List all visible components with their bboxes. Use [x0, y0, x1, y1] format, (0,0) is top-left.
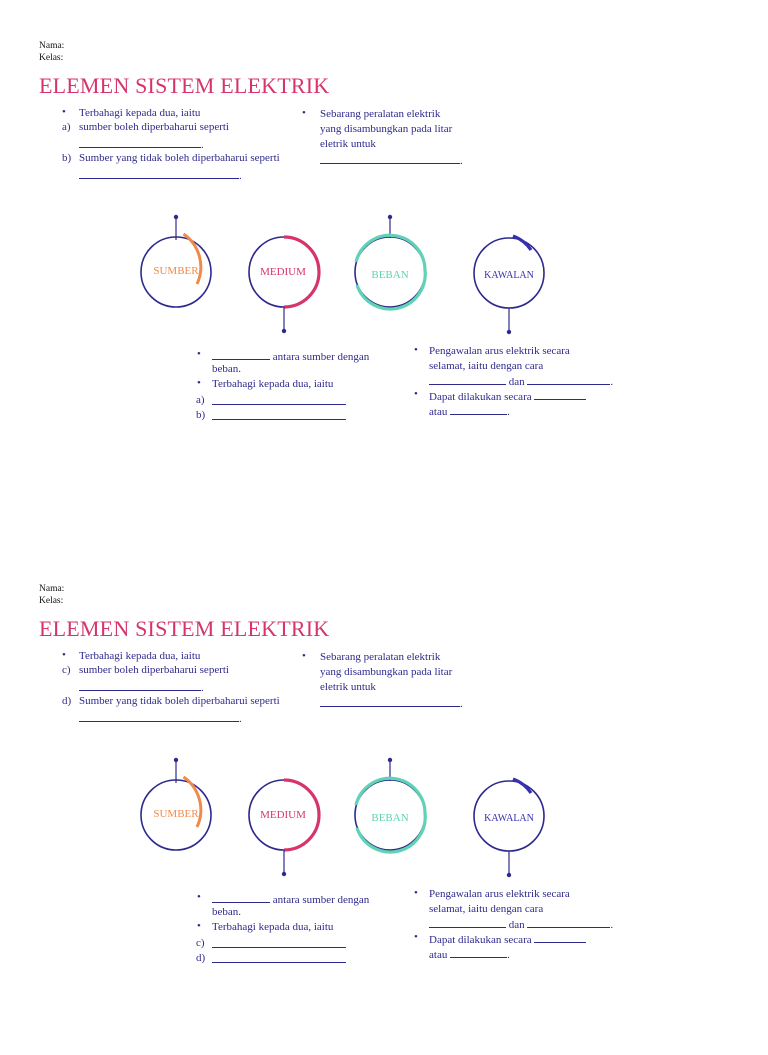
item-c-marker: c): [62, 664, 71, 676]
bullet-dot: •: [414, 388, 418, 400]
right-line-3: eletrik untuk: [320, 681, 376, 693]
kawalan-note-4: [429, 931, 586, 947]
worksheet-1: [0, 0, 768, 512]
medium-label: MEDIUM: [260, 809, 306, 821]
terminal-dot: [174, 758, 178, 762]
kawalan-end-2: .: [507, 949, 510, 961]
kawalan-note-4: [429, 388, 586, 404]
kawalan-end-2: .: [507, 406, 510, 418]
bullet-dot: •: [62, 649, 66, 661]
answer-blank[interactable]: [212, 393, 346, 405]
medium-note-2: beban.: [212, 363, 242, 375]
right-line-1: Sebarang peralatan elektrik: [320, 651, 441, 663]
right-end: .: [460, 155, 463, 167]
item-c-text: sumber boleh diperbaharui seperti: [79, 664, 229, 676]
medium-marker-2: d): [196, 952, 206, 964]
kawalan-note-5: [429, 946, 510, 962]
answer-blank[interactable]: [212, 891, 270, 903]
bullet-dot: •: [197, 348, 201, 360]
right-line-2: yang disambungkan pada litar: [320, 123, 453, 135]
kawalan-note-1: Pengawalan arus elektrik secara: [429, 345, 570, 357]
answer-blank[interactable]: [212, 408, 346, 420]
item-a-text: sumber boleh diperbaharui seperti: [79, 121, 229, 133]
terminal-dot: [282, 329, 286, 333]
medium-note-3: Terbahagi kepada dua, iaitu: [212, 378, 334, 390]
terminal-dot: [507, 330, 511, 334]
medium-marker-1: a): [196, 394, 205, 406]
bullet-dot: •: [302, 107, 306, 119]
answer-blank[interactable]: [212, 936, 346, 948]
right-line-3: eletrik untuk: [320, 138, 376, 150]
nama-label: Nama:: [39, 41, 65, 51]
page-title: ELEMEN SISTEM ELEKTRIK: [39, 616, 330, 641]
answer-blank[interactable]: [527, 373, 610, 385]
answer-blank[interactable]: [212, 348, 270, 360]
kawalan-note-3: [429, 373, 613, 389]
terminal-dot: [174, 215, 178, 219]
kawalan-end-1: .: [610, 376, 614, 388]
item-d-text: Sumber yang tidak boleh diperbaharui seperti: [79, 695, 280, 707]
answer-blank[interactable]: [534, 931, 586, 943]
bullet-dot: •: [302, 650, 306, 662]
dan-text: dan: [508, 919, 525, 931]
right-end: .: [460, 698, 463, 710]
worksheet-2: [0, 543, 768, 1055]
answer-blank[interactable]: [450, 946, 507, 958]
terminal-dot: [388, 215, 392, 219]
bullet-dot: •: [414, 931, 418, 943]
kawalan-note-4-text: Dapat dilakukan secara: [429, 934, 532, 946]
medium-note-1-text: antara sumber dengan: [272, 894, 370, 906]
medium-answer-1: [212, 393, 346, 409]
kawalan-note-3: [429, 916, 613, 932]
kawalan-label: KAWALAN: [484, 813, 534, 824]
item-d-marker: d): [62, 695, 72, 707]
kawalan-note-1: Pengawalan arus elektrik secara: [429, 888, 570, 900]
sumber-label: SUMBER: [153, 265, 199, 277]
answer-blank[interactable]: [212, 951, 346, 963]
kawalan-end-1: .: [610, 919, 614, 931]
beban-label: BEBAN: [371, 269, 409, 281]
kawalan-note-2: selamat, iaitu dengan cara: [429, 903, 544, 915]
item-a-end: .: [201, 139, 204, 151]
item-b-marker: b): [62, 152, 72, 164]
bullet-dot: •: [62, 106, 66, 118]
left-bullet-text: Terbahagi kepada dua, iaitu: [79, 650, 201, 662]
element-diagram: [0, 0, 768, 512]
medium-note-3: Terbahagi kepada dua, iaitu: [212, 921, 334, 933]
sumber-label: SUMBER: [153, 808, 199, 820]
kelas-label: Kelas:: [39, 596, 64, 606]
bullet-dot: •: [414, 344, 418, 356]
kawalan-label: KAWALAN: [484, 270, 534, 281]
terminal-dot: [388, 758, 392, 762]
kawalan-note-2: selamat, iaitu dengan cara: [429, 360, 544, 372]
medium-note-1-text: antara sumber dengan: [272, 351, 370, 363]
answer-blank[interactable]: [527, 916, 610, 928]
kawalan-note-4-text: Dapat dilakukan secara: [429, 391, 532, 403]
medium-marker-1: c): [196, 937, 205, 949]
answer-blank[interactable]: [429, 373, 506, 385]
answer-blank[interactable]: [534, 388, 586, 400]
element-diagram: [0, 543, 768, 1055]
item-b-text: Sumber yang tidak boleh diperbaharui seperti: [79, 152, 280, 164]
kawalan-note-5: [429, 403, 510, 419]
medium-label: MEDIUM: [260, 266, 306, 278]
medium-answer-2: [212, 408, 346, 424]
page-title: ELEMEN SISTEM ELEKTRIK: [39, 73, 330, 98]
medium-answer-2: [212, 951, 346, 967]
item-d-end: .: [239, 713, 242, 725]
right-line-1: Sebarang peralatan elektrik: [320, 108, 441, 120]
bullet-dot: •: [197, 920, 201, 932]
terminal-dot: [282, 872, 286, 876]
medium-note-2: beban.: [212, 906, 242, 918]
answer-blank[interactable]: [429, 916, 506, 928]
bullet-dot: •: [197, 891, 201, 903]
medium-answer-1: [212, 936, 346, 952]
nama-label: Nama:: [39, 584, 65, 594]
answer-blank[interactable]: [450, 403, 507, 415]
atau-text: atau: [429, 406, 448, 418]
item-c-end: .: [201, 682, 204, 694]
item-a-marker: a): [62, 121, 71, 133]
medium-marker-2: b): [196, 409, 206, 421]
right-line-2: yang disambungkan pada litar: [320, 666, 453, 678]
atau-text: atau: [429, 949, 448, 961]
bullet-dot: •: [414, 887, 418, 899]
terminal-dot: [507, 873, 511, 877]
bullet-dot: •: [197, 377, 201, 389]
left-bullet-text: Terbahagi kepada dua, iaitu: [79, 107, 201, 119]
kelas-label: Kelas:: [39, 53, 64, 63]
beban-label: BEBAN: [371, 812, 409, 824]
item-b-end: .: [239, 170, 242, 182]
dan-text: dan: [508, 376, 525, 388]
